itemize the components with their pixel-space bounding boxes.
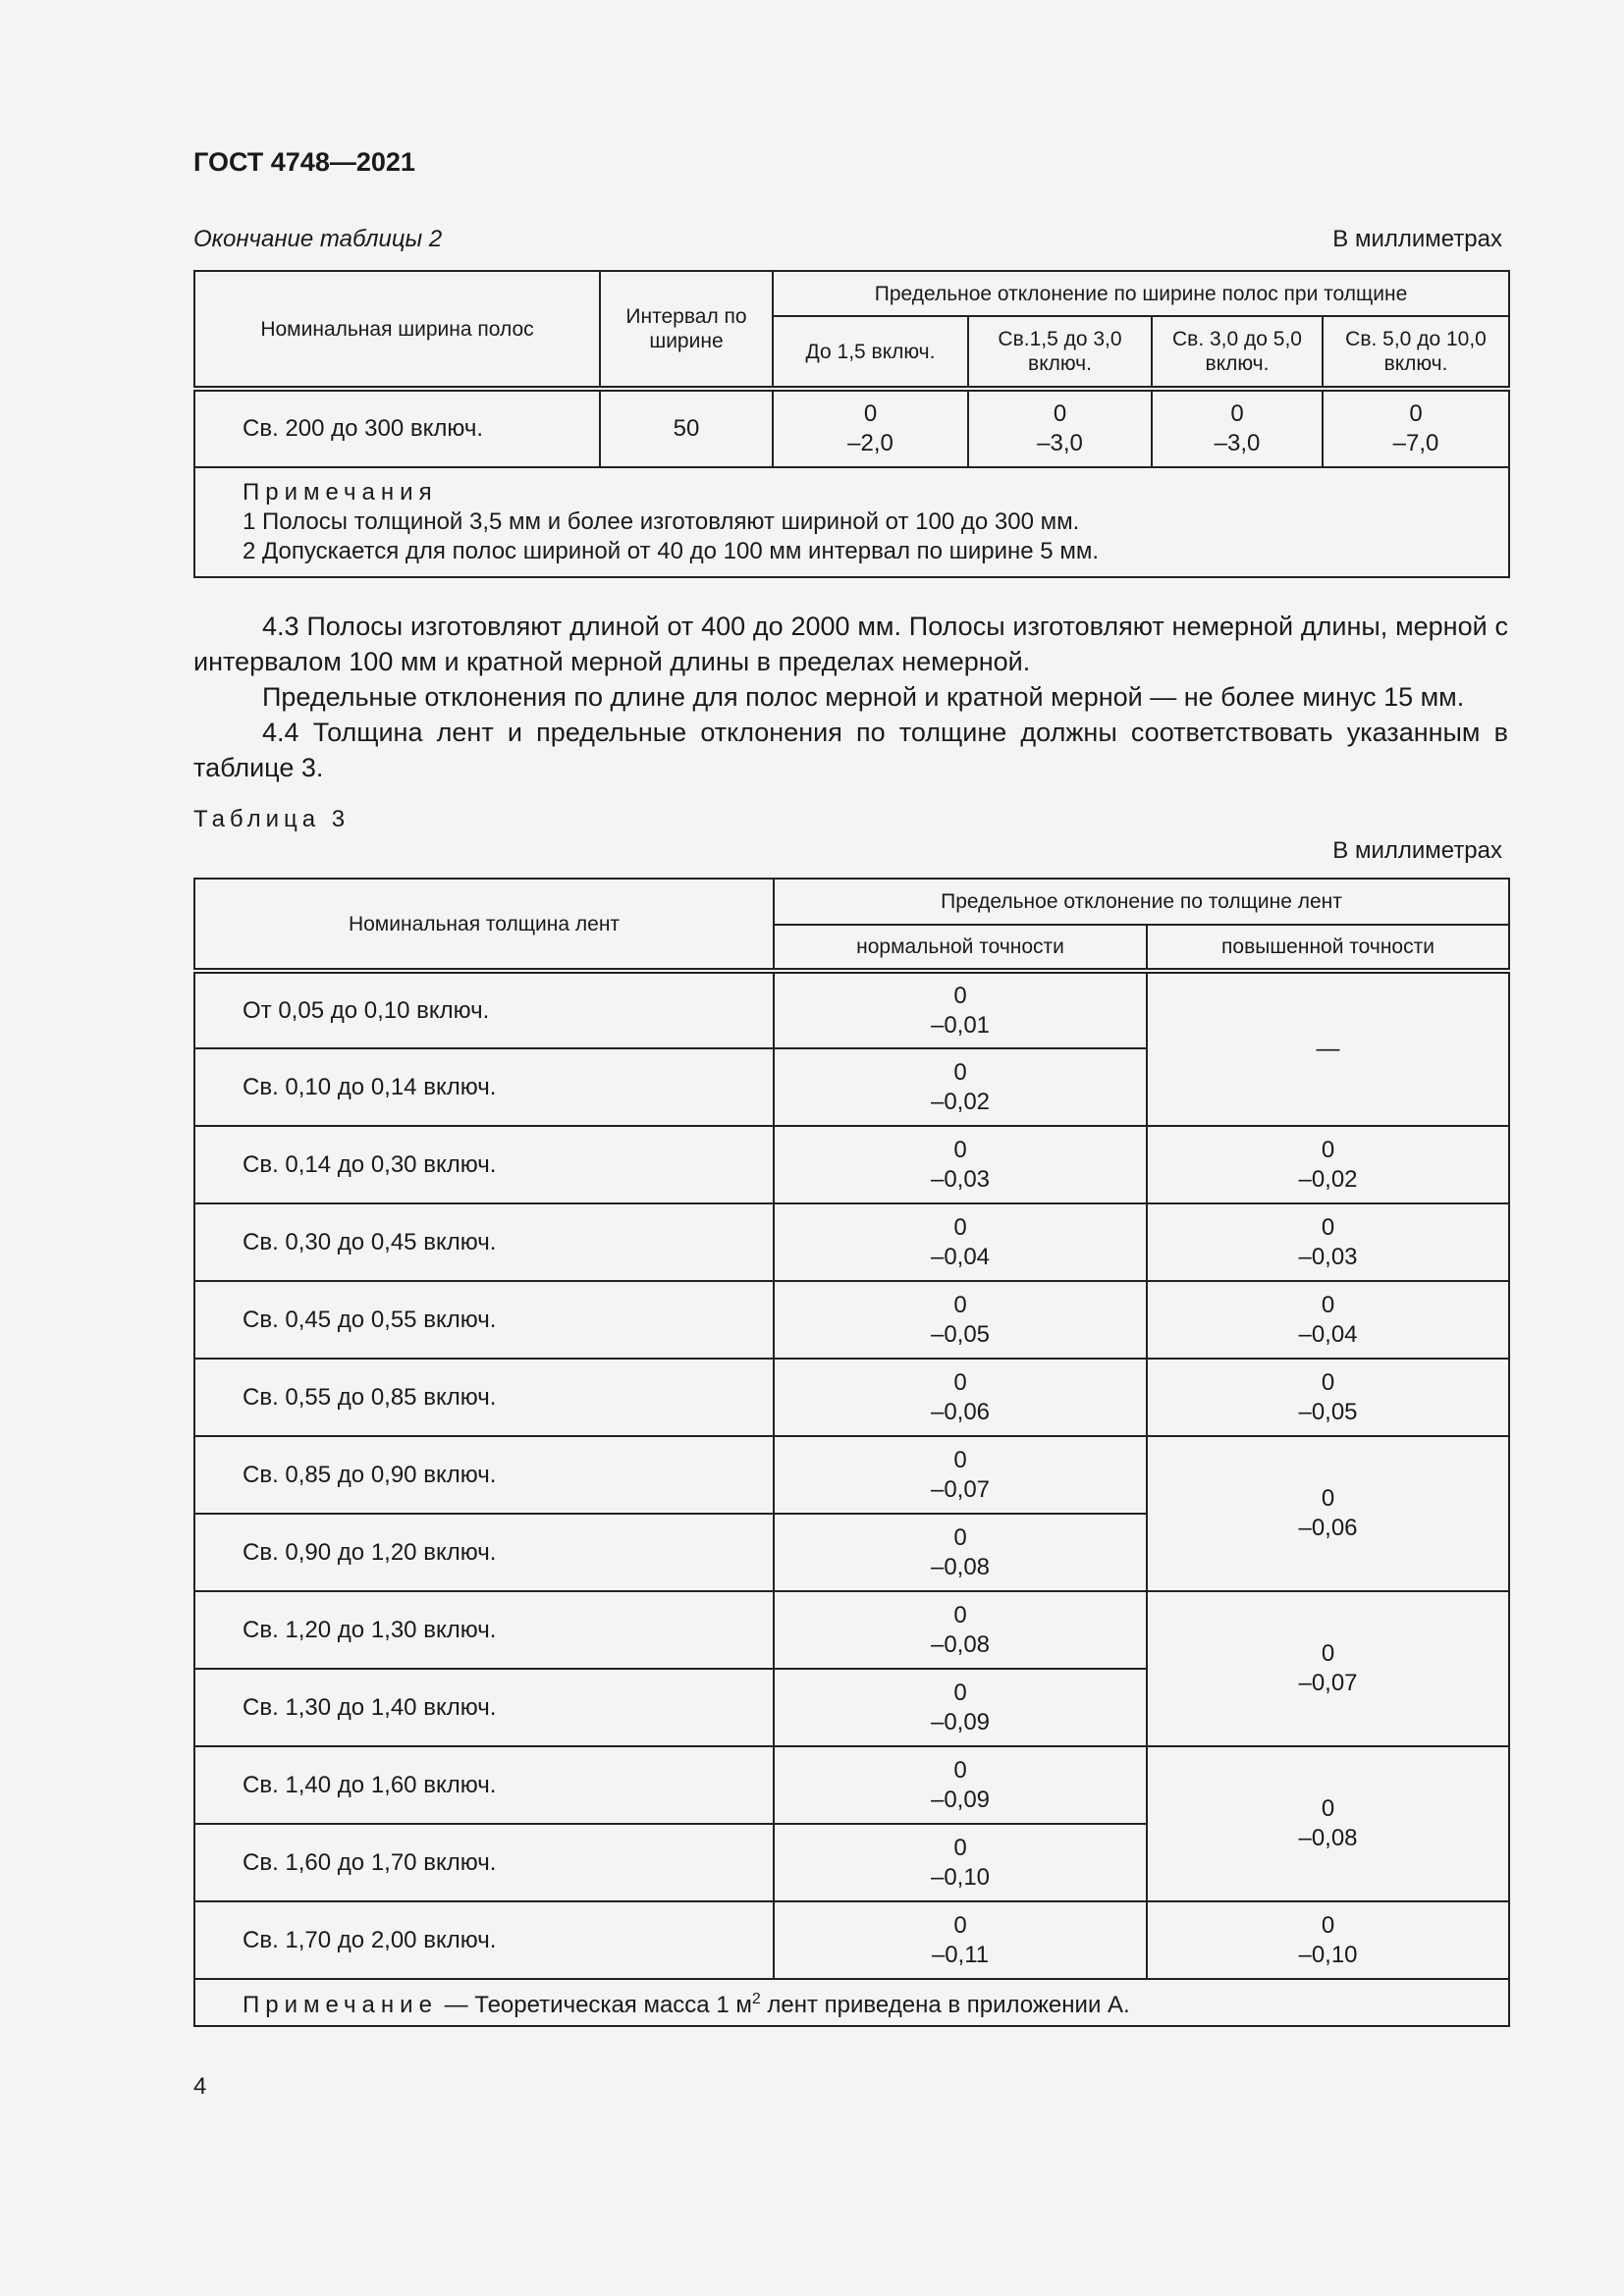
table3-row-label: Св. 1,40 до 1,60 включ. (194, 1746, 774, 1824)
table3-row-normal: 0 –0,03 (774, 1126, 1147, 1203)
table2-notes (194, 467, 1509, 577)
page-number: 4 (193, 2073, 207, 2100)
table3-row-label: Св. 1,30 до 1,40 включ. (194, 1669, 774, 1746)
table3-units: В миллиметрах (1332, 837, 1502, 864)
table3-row-label: Св. 0,85 до 0,90 включ. (194, 1436, 774, 1514)
table3-row-normal: 0 –0,05 (774, 1281, 1147, 1359)
table3-note (194, 1979, 1509, 2026)
table2-continuation-caption: Окончание таблицы 2 (193, 226, 443, 252)
table3-row-normal: 0 –0,10 (774, 1824, 1147, 1901)
table3-row-normal: 0 –0,11 (774, 1901, 1147, 1979)
table3-note-text: — Теоретическая масса 1 м (437, 1992, 752, 2018)
table3-row-high: 0 –0,03 (1147, 1203, 1509, 1281)
paragraph-length-deviation: Предельные отклонения по длине для полос мерной и кратной мерной — не более минус 15 мм. (262, 682, 1465, 712)
table2-row-col4: 0 –7,0 (1323, 389, 1509, 467)
table3-row-high: — (1147, 971, 1509, 1126)
table3-row-label: Св. 0,14 до 0,30 включ. (194, 1126, 774, 1203)
table3-header-deviation: Предельное отклонение по толщине лент (774, 879, 1509, 925)
table2-header-col1: До 1,5 включ. (773, 316, 968, 389)
table2-header-deviation: Предельное отклонение по ширине полос при толщине (773, 271, 1509, 316)
table3-row-high: 0 –0,04 (1147, 1281, 1509, 1359)
table2-row-col3: 0 –3,0 (1152, 389, 1323, 467)
table3-row-label: Св. 1,20 до 1,30 включ. (194, 1591, 774, 1669)
table3-row-high: 0 –0,06 (1147, 1436, 1509, 1591)
table3-row-high: 0 –0,08 (1147, 1746, 1509, 1901)
table3-row-high: 0 –0,10 (1147, 1901, 1509, 1979)
table3-row-label: Св. 1,70 до 2,00 включ. (194, 1901, 774, 1979)
table3-row-normal: 0 –0,09 (774, 1746, 1147, 1824)
table3-row-normal: 0 –0,09 (774, 1669, 1147, 1746)
table3-row-normal: 0 –0,01 (774, 971, 1147, 1048)
table3-row-high: 0 –0,02 (1147, 1126, 1509, 1203)
table3-row-normal: 0 –0,07 (774, 1436, 1147, 1514)
table-3 (193, 878, 1510, 2027)
table2-header-width: Номинальная ширина полос (194, 271, 600, 389)
table2-header-col4: Св. 5,0 до 10,0 включ. (1323, 316, 1509, 389)
table3-row-normal: 0 –0,08 (774, 1514, 1147, 1591)
table3-row-normal: 0 –0,02 (774, 1048, 1147, 1126)
table2-notes-title: Примечания (243, 479, 438, 506)
table3-row-high: 0 –0,07 (1147, 1591, 1509, 1746)
table2-units: В миллиметрах (1332, 226, 1502, 252)
table2-note-1: 1 Полосы толщиной 3,5 мм и более изготовляют шириной от 100 до 300 мм. (243, 508, 1080, 535)
table2-header-col2: Св.1,5 до 3,0 включ. (968, 316, 1152, 389)
table3-header-normal: нормальной точности (774, 925, 1147, 971)
table3-row-label: Св. 1,60 до 1,70 включ. (194, 1824, 774, 1901)
table3-row-label: Св. 0,45 до 0,55 включ. (194, 1281, 774, 1359)
table3-caption: Таблица 3 (193, 806, 351, 832)
table2-header-col3: Св. 3,0 до 5,0 включ. (1152, 316, 1323, 389)
table2-row-label: Св. 200 до 300 включ. (194, 389, 600, 467)
table3-row-label: Св. 0,10 до 0,14 включ. (194, 1048, 774, 1126)
table3-row-label: Св. 0,90 до 1,20 включ. (194, 1514, 774, 1591)
table3-note-sup: 2 (751, 1991, 761, 2007)
table3-row-normal: 0 –0,06 (774, 1359, 1147, 1436)
table2-header-interval: Интервал по ширине (600, 271, 773, 389)
table2-row-interval: 50 (600, 389, 773, 467)
table3-row-normal: 0 –0,04 (774, 1203, 1147, 1281)
table3-row-normal: 0 –0,08 (774, 1591, 1147, 1669)
table2-row-col1: 0 –2,0 (773, 389, 968, 467)
table3-header-thickness: Номинальная толщина лент (194, 879, 774, 971)
table3-row-high: 0 –0,05 (1147, 1359, 1509, 1436)
table3-row-label: От 0,05 до 0,10 включ. (194, 971, 774, 1048)
table2-row-col2: 0 –3,0 (968, 389, 1152, 467)
paragraph-4-3: 4.3 Полосы изготовляют длиной от 400 до 2000 мм. Полосы изготовляют немерной длины, мерной с интервалом 100 мм и кратной мерной длины в пределах немерной. (193, 612, 1508, 676)
table2-note-2: 2 Допускается для полос шириной от 40 до 100 мм интервал по ширине 5 мм. (243, 538, 1099, 564)
paragraph-4-4: 4.4 Толщина лент и предельные отклонения по толщине должны соответствовать указанным в таблице 3. (193, 718, 1508, 782)
table3-note-tail: лент приведена в приложении А. (760, 1992, 1130, 2018)
table3-row-label: Св. 0,55 до 0,85 включ. (194, 1359, 774, 1436)
table-2 (193, 270, 1510, 578)
table3-row-label: Св. 0,30 до 0,45 включ. (194, 1203, 774, 1281)
table3-note-label: Примечание (243, 1992, 438, 2018)
table3-header-high: повышенной точности (1147, 925, 1509, 971)
document-header: ГОСТ 4748—2021 (193, 147, 415, 177)
